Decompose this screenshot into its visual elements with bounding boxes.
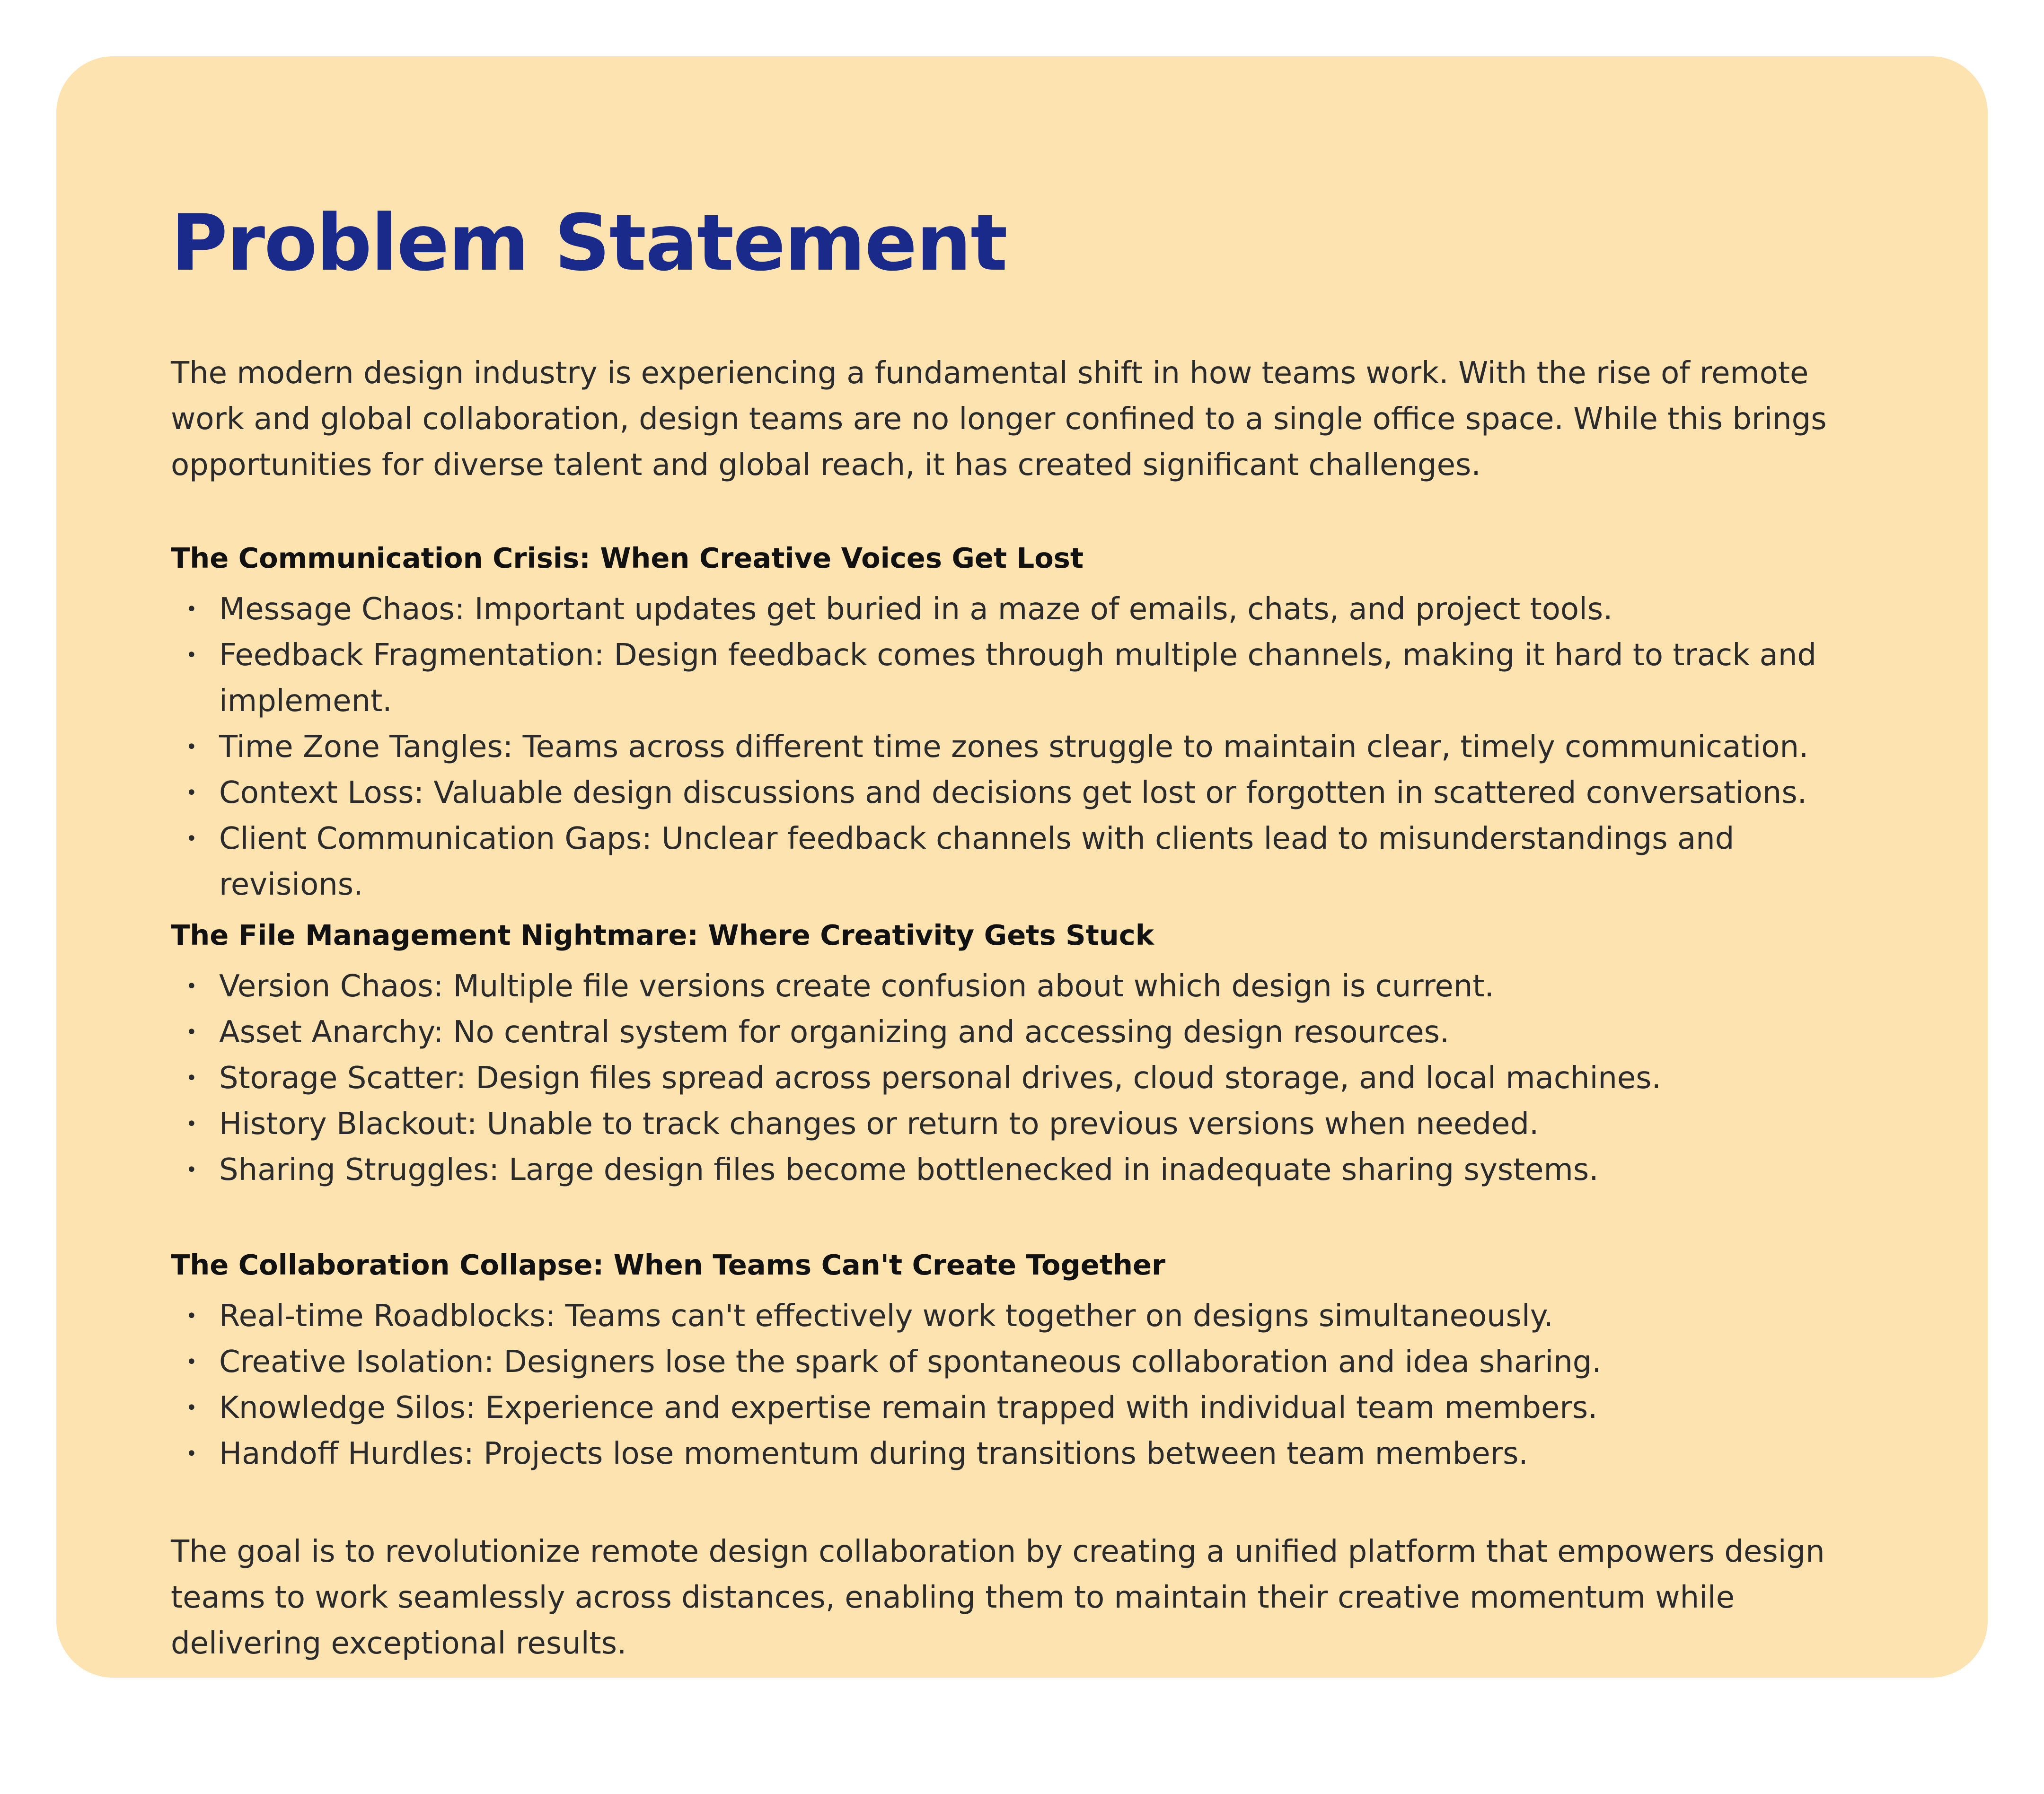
list-item [186,1293,1874,1339]
list-item-text: Knowledge Silos: Experience and expertise remain trapped with individual team members. [219,1390,1598,1425]
intro-paragraph: The modern design industry is experiencing a fundamental shift in how teams work. With the rise of remote work and global collaboration, design teams are no longer confined to a single office space. While this brings opportunities for diverse talent and global reach, it has created significant challenges. [171,356,1827,483]
list-item [186,587,1874,633]
list-item-text: Feedback Fragmentation: Design feedback comes through multiple channels, making it hard to track and implement. [219,638,1817,719]
list-item-text: Handoff Hurdles: Projects lose momentum during transitions between team members. [219,1436,1528,1471]
list-item [186,816,1874,908]
bullet-icon: • [186,1021,197,1043]
list-item [186,1339,1874,1385]
list-item [186,724,1874,770]
list-item-text: Real-time Roadblocks: Teams can't effectively work together on designs simultaneously. [219,1299,1553,1334]
list-item [186,1431,1874,1477]
communication-list [171,587,1874,908]
list-item-text: History Blackout: Unable to track changes or return to previous versions when needed. [219,1107,1539,1142]
bullet-icon: • [186,1443,197,1465]
list-item-text: Context Loss: Valuable design discussions and decisions get lost or forgotten in scattered conversations. [219,775,1807,810]
list-item [186,1147,1874,1193]
list-item [186,1101,1874,1147]
bullet-icon: • [186,976,197,997]
bullet-icon: • [186,1113,197,1135]
list-item-text: Storage Scatter: Design files spread across personal drives, cloud storage, and local machines. [219,1061,1661,1096]
bullet-icon: • [186,828,197,850]
bullet-icon: • [186,1067,197,1089]
list-item-text: Sharing Struggles: Large design files become bottlenecked in inadequate sharing systems. [219,1152,1599,1187]
list-item [186,1055,1874,1101]
bullet-icon: • [186,1305,197,1327]
section-heading-file-management: The File Management Nightmare: Where Creativity Gets Stuck [171,919,1154,951]
problem-statement-card [56,56,1988,1678]
list-item-text: Time Zone Tangles: Teams across different time zones struggle to maintain clear, timely communication. [219,730,1809,765]
list-item [186,1385,1874,1431]
bullet-icon: • [186,1159,197,1181]
page-title: Problem Statement [171,198,1007,288]
list-item-text: Client Communication Gaps: Unclear feedback channels with clients lead to misunderstandings and revisions. [219,821,1735,902]
list-item-text: Creative Isolation: Designers lose the spark of spontaneous collaboration and idea sharing. [219,1345,1602,1380]
list-item [186,633,1874,724]
bullet-icon: • [186,1397,197,1419]
section-heading-communication: The Communication Crisis: When Creative Voices Get Lost [171,542,1084,574]
list-item [186,770,1874,816]
section-heading-collaboration: The Collaboration Collapse: When Teams Can't Create Together [171,1249,1166,1281]
list-item-text: Asset Anarchy: No central system for organizing and accessing design resources. [219,1015,1450,1050]
bullet-icon: • [186,598,197,620]
closing-paragraph: The goal is to revolutionize remote design collaboration by creating a unified platform that empowers design teams to work seamlessly across distances, enabling them to maintain their creative momentum while delivering exceptional results. [171,1534,1825,1661]
list-item [186,1010,1874,1055]
bullet-icon: • [186,1351,197,1373]
list-item-text: Message Chaos: Important updates get buried in a maze of emails, chats, and project tools. [219,592,1613,627]
collaboration-list [171,1293,1874,1477]
list-item-text: Version Chaos: Multiple file versions create confusion about which design is current. [219,969,1494,1004]
list-item [186,964,1874,1010]
file-management-list [171,964,1874,1193]
bullet-icon: • [186,644,197,666]
bullet-icon: • [186,736,197,758]
bullet-icon: • [186,782,197,804]
